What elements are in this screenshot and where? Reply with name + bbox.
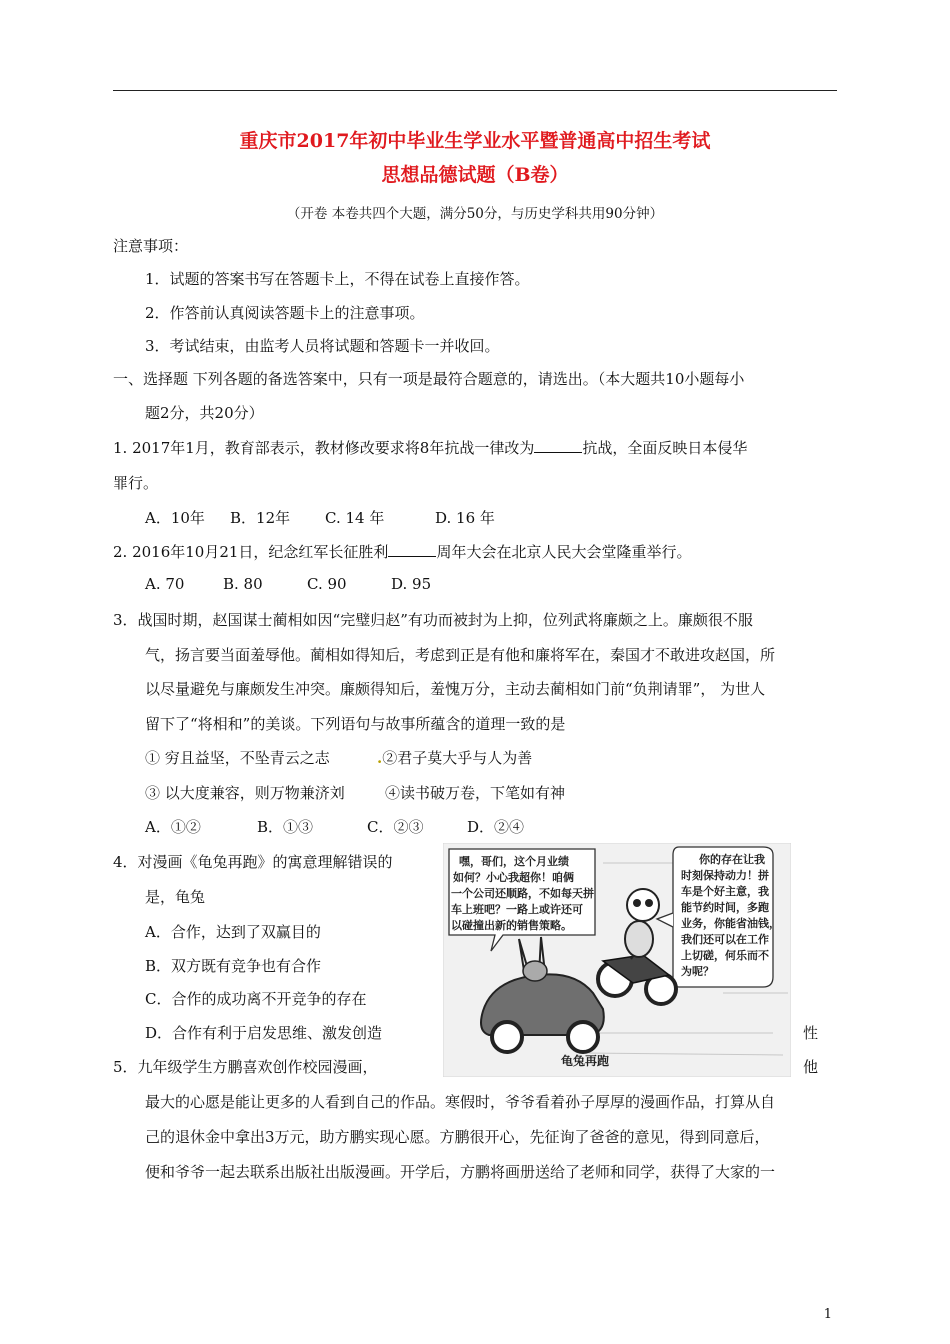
question-1-post: 抗战，全面反映日本侵华 xyxy=(582,439,748,457)
stray-dot: . xyxy=(377,749,383,767)
question-5-tail: 他 xyxy=(803,1058,819,1076)
question-4-cont: 是，龟兔 xyxy=(145,888,206,906)
cartoon-image xyxy=(443,843,791,1077)
statement-1: ① 穷且益坚，不坠青云之志 xyxy=(145,749,330,767)
option-a: A．①② xyxy=(145,818,201,836)
section-heading-cont: 题2分，共20分） xyxy=(145,404,264,422)
bubble-right-line: 我们还可以在工作 xyxy=(681,933,769,946)
statement-4: ④读书破万卷，下笔如有神 xyxy=(385,784,566,802)
option-b: B. 80 xyxy=(223,575,263,593)
option-c: C．②③ xyxy=(367,818,424,836)
bubble-right-line: 为呢？ xyxy=(681,965,714,978)
bubble-right-line: 业务，你能省油钱， xyxy=(681,917,780,930)
question-3-statements xyxy=(145,782,565,803)
option-c: C. 90 xyxy=(307,575,347,593)
question-5-cont: 便和爷爷一起去联系出版社出版漫画。开学后，方鹏将画册送给了老师和同学，获得了大家的一 xyxy=(145,1163,776,1181)
option-b: B．①③ xyxy=(257,818,314,836)
question-2-pre: 2. 2016年10月21日，纪念红军长征胜利 xyxy=(113,543,389,561)
question-5-cont: 己的退休金中拿出3万元，助方鹏实现心愿。方鹏很开心，先征询了爸爸的意见，得到同意后， xyxy=(145,1128,770,1146)
statement-2: ②君子莫大乎与人为善 xyxy=(382,749,533,767)
option-a: A．合作，达到了双赢目的 xyxy=(145,923,321,941)
option-c: C. 14 年 xyxy=(325,509,385,527)
bubble-right-line: 你的存在让我 xyxy=(699,853,765,866)
exam-title: 重庆市2017年初中毕业生学业水平暨普通高中招生考试 xyxy=(239,130,711,152)
question-1 xyxy=(113,437,747,458)
option-b: B．双方既有竞争也有合作 xyxy=(145,957,322,975)
option-a: A. 70 xyxy=(145,575,185,593)
answer-blank xyxy=(388,542,436,557)
bubble-left-line: 车上班吧？一路上或许还可 xyxy=(451,903,583,916)
bubble-right-line: 时刻保持动力！拼 xyxy=(681,869,769,882)
question-1-options xyxy=(145,507,495,528)
bubble-right-line: 上切磋，何乐而不 xyxy=(681,949,769,962)
bubble-right-line: 车是个好主意，我 xyxy=(681,885,769,898)
option-a: A．10年 xyxy=(145,509,205,527)
bubble-right-line: 能节约时间，多跑 xyxy=(681,901,769,914)
notice-heading: 注意事项： xyxy=(113,237,189,255)
option-c: C．合作的成功离不开竞争的存在 xyxy=(145,990,367,1008)
option-d: D. 95 xyxy=(391,575,432,593)
question-1-pre: 1. 2017年1月，教育部表示，教材修改要求将8年抗战一律改为 xyxy=(113,439,535,457)
question-3-options xyxy=(145,816,524,837)
question-4: 4．对漫画《龟兔再跑》的寓意理解错误的 xyxy=(113,853,393,871)
option-d: D．②④ xyxy=(467,818,525,836)
question-2 xyxy=(113,541,691,562)
question-3-cont: 以尽量避免与廉颇发生冲突。廉颇得知后，羞愧万分，主动去蔺相如门前“负荆请罪”， 为世人 xyxy=(145,680,766,698)
question-4-tail: 性 xyxy=(803,1024,819,1042)
section-heading: 一、选择题 下列各题的备选答案中，只有一项是最符合题意的，请选出。（本大题共10小题每小 xyxy=(113,370,745,388)
question-3: 3．战国时期，赵国谋士蔺相如因“完璧归赵”有功而被封为上抑，位列武将廉颇之上。廉颇很不服 xyxy=(113,611,753,629)
answer-blank xyxy=(534,438,582,453)
option-d: D．合作有利于启发思维、激发创造 xyxy=(145,1024,383,1042)
option-d: D. 16 年 xyxy=(435,509,495,527)
bubble-left-line: 如何？小心我超你！咱俩 xyxy=(453,871,574,884)
question-2-post: 周年大会在北京人民大会堂隆重举行。 xyxy=(436,543,692,561)
question-2-options xyxy=(145,575,431,593)
top-rule xyxy=(113,90,837,91)
notice-item: 3．考试结束，由监考人员将试题和答题卡一并收回。 xyxy=(145,337,500,355)
bubble-left-line: 嘿，哥们，这个月业绩 xyxy=(459,855,569,868)
statement-3: ③ 以大度兼容，则万物兼济刘 xyxy=(145,784,345,802)
question-3-statements xyxy=(145,747,532,768)
cartoon-caption: 龟兔再跑 xyxy=(561,1054,610,1068)
question-3-cont: 留下了“将相和”的美谈。下列语句与故事所蕴含的道理一致的是 xyxy=(145,715,566,733)
question-1-cont: 罪行。 xyxy=(113,474,159,492)
notice-item: 2．作答前认真阅读答题卡上的注意事项。 xyxy=(145,304,425,322)
option-b: B．12年 xyxy=(230,509,291,527)
question-5-cont: 最大的心愿是能让更多的人看到自己的作品。寒假时，爷爷看着孙子厚厚的漫画作品，打算从自 xyxy=(145,1093,776,1111)
page-number: 1 xyxy=(823,1307,832,1322)
bubble-left-line: 一个公司还顺路，不如每天拼 xyxy=(451,887,594,900)
exam-info: （开卷 本卷共四个大题，满分50分，与历史学科共用90分钟） xyxy=(286,206,664,222)
exam-subtitle: 思想品德试题（B卷） xyxy=(381,164,569,186)
question-3-cont: 气，扬言要当面羞辱他。蔺相如得知后，考虑到正是有他和廉将军在，秦国才不敢进攻赵国，所 xyxy=(145,646,776,664)
notice-item: 1．试题的答案书写在答题卡上，不得在试卷上直接作答。 xyxy=(145,270,530,288)
question-5: 5．九年级学生方鹏喜欢创作校园漫画， xyxy=(113,1058,378,1076)
bubble-left-line: 以碰撞出新的销售策略。 xyxy=(451,919,572,932)
